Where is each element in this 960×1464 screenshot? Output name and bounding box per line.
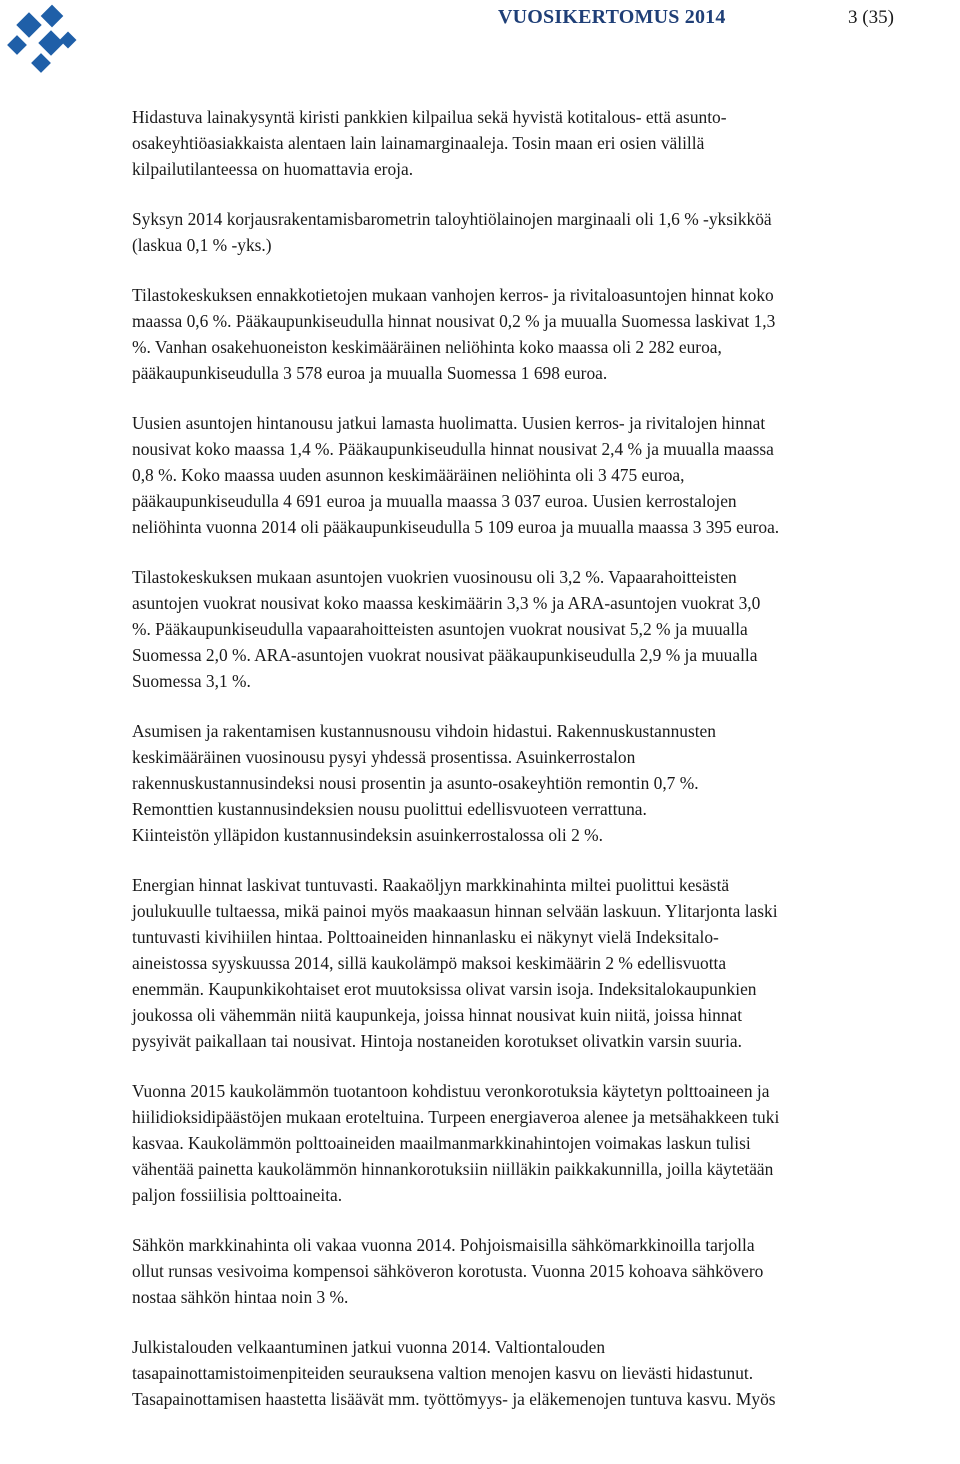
paragraph-electricity: [132, 1232, 960, 1310]
text-line: %. Pääkaupunkiseudulla vapaarahoitteisten asuntojen vuokrat nousivat 5,2 % ja muualla: [132, 619, 748, 639]
text-line: tuntuvasti kivihiilen hintaa. Polttoaineiden hinnanlasku ei näkynyt vielä Indeksitalo-: [132, 927, 719, 947]
text-line: Remonttien kustannusindeksien nousu puolittui edellisvuoteen verrattuna.: [132, 799, 647, 819]
text-line: Tasapainottamisen haastetta lisäävät mm. työttömyys- ja eläkemenojen tuntuva kasvu. Myös: [132, 1389, 776, 1409]
text-line: hiilidioksidipäästöjen mukaan eroteltuina. Turpeen energiaveroa alenee ja metsähakkeen tuki: [132, 1107, 780, 1127]
text-line: (laskua 0,1 % -yks.): [132, 235, 272, 255]
text-line: Suomessa 2,0 %. ARA-asuntojen vuokrat nousivat pääkaupunkiseudulla 2,9 % ja muualla: [132, 645, 758, 665]
text-line: Julkistalouden velkaantuminen jatkui vuonna 2014. Valtiontalouden: [132, 1337, 606, 1357]
text-line: Suomessa 3,1 %.: [132, 671, 251, 691]
text-line: pääkaupunkiseudulla 3 578 euroa ja muualla Suomessa 1 698 euroa.: [132, 363, 608, 383]
text-line: Hidastuva lainakysyntä kiristi pankkien kilpailua sekä hyvistä kotitalous- että asunto-: [132, 107, 727, 127]
logo-icon: [6, 4, 86, 78]
paragraph-lending: [132, 104, 960, 182]
text-line: maassa 0,6 %. Pääkaupunkiseudulla hinnat nousivat 0,2 % ja muualla Suomessa laskivat 1,3: [132, 311, 776, 331]
text-line: %. Vanhan osakehuoneiston keskimääräinen neliöhinta koko maassa oli 2 282 euroa,: [132, 337, 722, 357]
paragraph-old-housing-prices: [132, 282, 960, 386]
text-line: nostaa sähkön hintaa noin 3 %.: [132, 1287, 349, 1307]
text-line: kilpailutilanteessa on huomattavia eroja.: [132, 159, 414, 179]
text-line: enemmän. Kaupunkikohtaiset erot muutoksissa olivat varsin isoja. Indeksitalokaupunkien: [132, 979, 757, 999]
text-line: nousivat koko maassa 1,4 %. Pääkaupunkiseudulla hinnat nousivat 2,4 % ja muualla maassa: [132, 439, 774, 459]
text-line: keskimääräinen vuosinousu pysyi yhdessä prosentissa. Asuinkerrostalon: [132, 747, 636, 767]
paragraph-new-housing-prices: [132, 410, 960, 540]
text-line: Tilastokeskuksen ennakkotietojen mukaan vanhojen kerros- ja rivitaloasuntojen hinnat koko: [132, 285, 774, 305]
text-line: Sähkön markkinahinta oli vakaa vuonna 2014. Pohjoismaisilla sähkömarkkinoilla tarjolla: [132, 1235, 755, 1255]
text-line: Vuonna 2015 kaukolämmön tuotantoon kohdistuu veronkorotuksia käytetyn polttoaineen ja: [132, 1081, 770, 1101]
text-line: aineistossa syyskuussa 2014, sillä kaukolämpö maksoi keskimäärin 2 % edellisvuotta: [132, 953, 727, 973]
paragraph-public-finances: [132, 1334, 960, 1412]
text-line: Syksyn 2014 korjausrakentamisbarometrin taloyhtiölainojen marginaali oli 1,6 % -yksikköä: [132, 209, 772, 229]
page-number: 3 (35): [848, 7, 894, 28]
text-line: kasvaa. Kaukolämmön polttoaineiden maailmanmarkkinahintojen voimakas laskun tulisi: [132, 1133, 751, 1153]
text-line: joulukuulle tultaessa, mikä painoi myös maakaasun hinnan selvään laskuun. Ylitarjonta laski: [132, 901, 778, 921]
text-line: neliöhinta vuonna 2014 oli pääkaupunkiseudulla 5 109 euroa ja muualla maassa 3 395 euroa.: [132, 517, 780, 537]
paragraph-district-heating: [132, 1078, 960, 1208]
text-line: Tilastokeskuksen mukaan asuntojen vuokrien vuosinousu oli 3,2 %. Vapaarahoitteisten: [132, 567, 737, 587]
text-line: vähentää painetta kaukolämmön hinnankorotuksiin niilläkin paikkakunnilla, joilla käytetään: [132, 1159, 774, 1179]
text-line: Uusien asuntojen hintanousu jatkui lamasta huolimatta. Uusien kerros- ja rivitalojen hinnat: [132, 413, 766, 433]
paragraph-margin: [132, 206, 960, 258]
text-line: ollut runsas vesivoima kompensoi sähköveron korotusta. Vuonna 2015 kohoava sähkövero: [132, 1261, 764, 1281]
text-line: asuntojen vuokrat nousivat koko maassa keskimäärin 3,3 % ja ARA-asuntojen vuokrat 3,0: [132, 593, 761, 613]
paragraph-energy-prices: [132, 872, 960, 1054]
text-line: paljon fossiilisia polttoaineita.: [132, 1185, 343, 1205]
text-line: 0,8 %. Koko maassa uuden asunnon keskimääräinen neliöhinta oli 3 475 euroa,: [132, 465, 685, 485]
text-line: Kiinteistön ylläpidon kustannusindeksin asuinkerrostalossa oli 2 %.: [132, 825, 603, 845]
text-line: rakennuskustannusindeksi nousi prosentin ja asunto-osakeyhtiön remontin 0,7 %.: [132, 773, 699, 793]
text-line: osakeyhtiöasiakkaista alentaen lain lainamarginaaleja. Tosin maan eri osien välillä: [132, 133, 705, 153]
document-title: VUOSIKERTOMUS 2014: [498, 6, 726, 28]
document-body: [132, 104, 960, 1436]
paragraph-rents: [132, 564, 960, 694]
paragraph-construction-costs: [132, 718, 960, 848]
text-line: Asumisen ja rakentamisen kustannusnousu vihdoin hidastui. Rakennuskustannusten: [132, 721, 716, 741]
text-line: tasapainottamistoimenpiteiden seurauksena valtion menojen kasvu on lievästi hidastunut.: [132, 1363, 754, 1383]
text-line: pysyivät paikallaan tai nousivat. Hintoja nostaneiden korotukset olivatkin varsin suuria.: [132, 1031, 742, 1051]
text-line: Energian hinnat laskivat tuntuvasti. Raakaöljyn markkinahinta miltei puolittui kesästä: [132, 875, 730, 895]
text-line: joukossa oli vähemmän niitä kaupunkeja, joissa hinnat nousivat kuin niitä, joissa hinnat: [132, 1005, 743, 1025]
text-line: pääkaupunkiseudulla 4 691 euroa ja muualla maassa 3 037 euroa. Uusien kerrostalojen: [132, 491, 737, 511]
